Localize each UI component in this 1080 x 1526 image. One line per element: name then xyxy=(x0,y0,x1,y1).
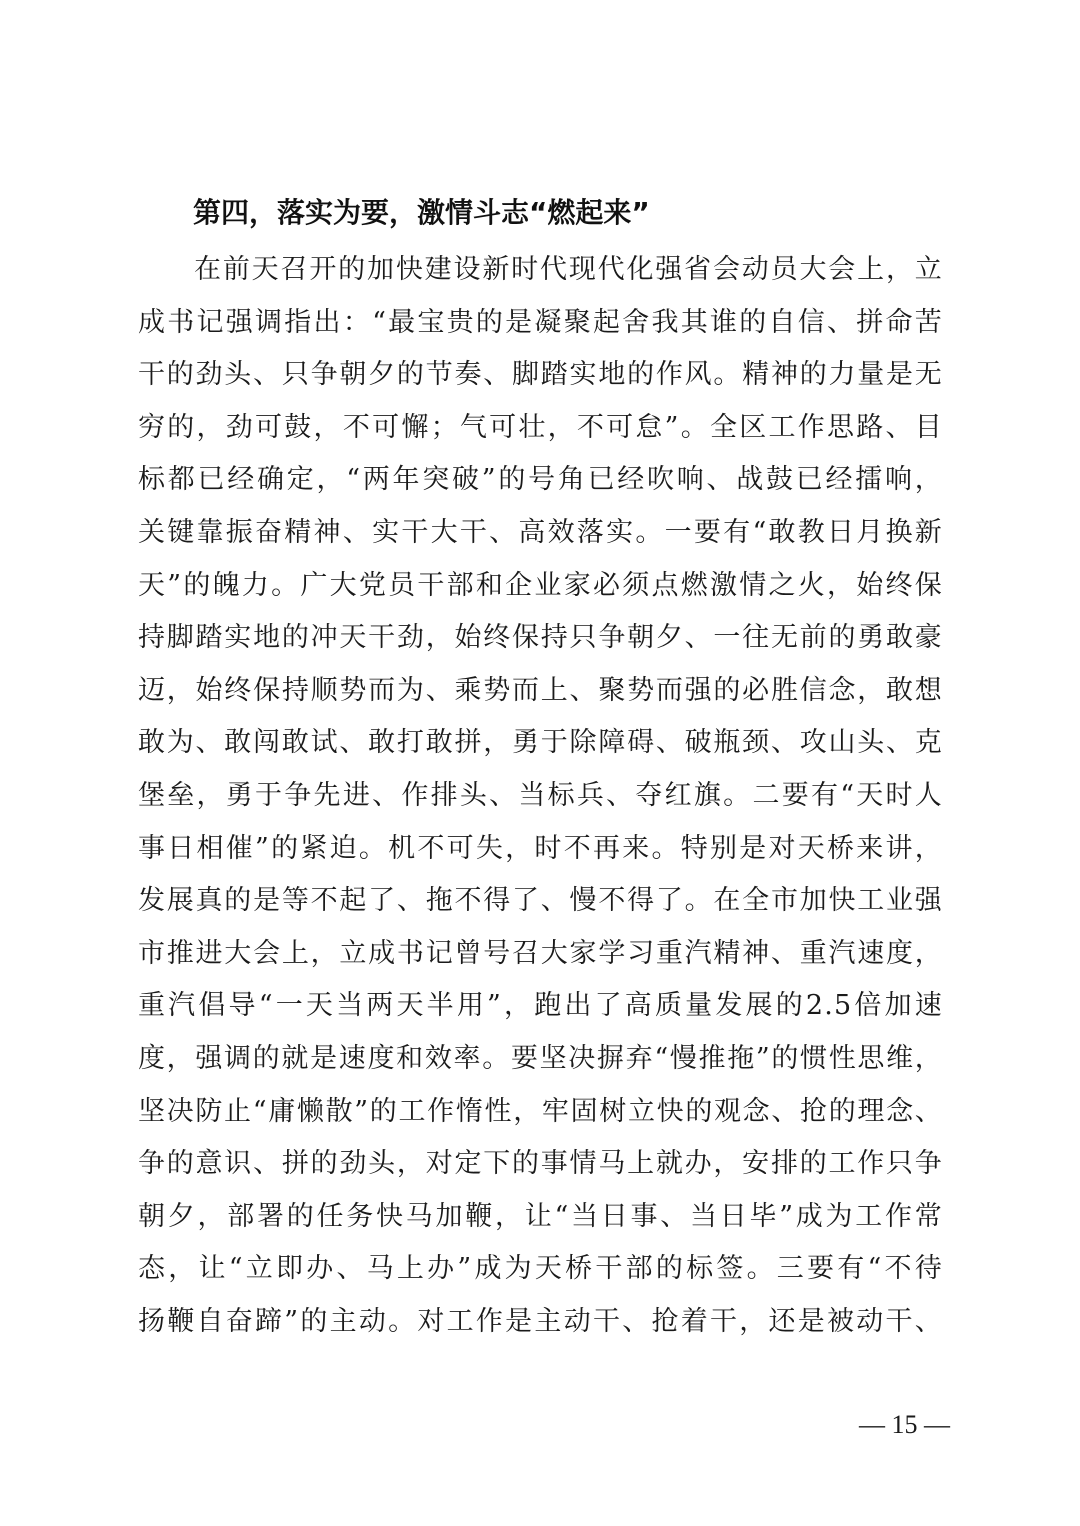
text-line: 标都已经确定，“两年突破”的号角已经吹响、战鼓已经擂响， xyxy=(138,464,943,496)
text-line: 市推进大会上，立成书记曾号召大家学习重汽精神、重汽速度， xyxy=(138,937,943,969)
text-line: 干的劲头、只争朝夕的节奏、脚踏实地的作风。精神的力量是无 xyxy=(138,359,943,391)
text-line: 坚决防止“庸懒散”的工作惰性，牢固树立快的观念、抢的理念、 xyxy=(138,1095,943,1127)
text-line: 扬鞭自奋蹄”的主动。对工作是主动干、抢着干，还是被动干、 xyxy=(138,1305,943,1337)
text-line: 争的意识、拼的劲头，对定下的事情马上就办，安排的工作只争 xyxy=(138,1148,943,1180)
body-paragraph xyxy=(138,244,943,1348)
text-line: 持脚踏实地的冲天干劲，始终保持只争朝夕、一往无前的勇敢豪 xyxy=(138,622,943,654)
section-heading: 第四，落实为要，激情斗志“燃起来” xyxy=(193,196,650,229)
text-line: 重汽倡导“一天当两天半用”，跑出了高质量发展的2.5倍加速 xyxy=(138,990,943,1022)
text-line: 度，强调的就是速度和效率。要坚决摒弃“慢推拖”的惯性思维， xyxy=(138,1042,943,1074)
text-line: 天”的魄力。广大党员干部和企业家必须点燃激情之火，始终保 xyxy=(138,569,943,601)
page-number: — 15 — xyxy=(859,1410,950,1439)
text-line: 发展真的是等不起了、拖不得了、慢不得了。在全市加快工业强 xyxy=(138,885,943,917)
text-line: 态，让“立即办、马上办”成为天桥干部的标签。三要有“不待 xyxy=(138,1253,943,1285)
text-line: 迈，始终保持顺势而为、乘势而上、聚势而强的必胜信念，敢想 xyxy=(138,674,943,706)
text-line: 在前天召开的加快建设新时代现代化强省会动员大会上，立 xyxy=(194,254,943,285)
text-line: 关键靠振奋精神、实干大干、高效落实。一要有“敢教日月换新 xyxy=(138,516,943,548)
text-line: 朝夕，部署的任务快马加鞭，让“当日事、当日毕”成为工作常 xyxy=(138,1200,943,1232)
text-line: 堡垒，勇于争先进、作排头、当标兵、夺红旗。二要有“天时人 xyxy=(138,779,943,811)
text-line: 敢为、敢闯敢试、敢打敢拼，勇于除障碍、破瓶颈、攻山头、克 xyxy=(138,727,943,759)
text-line: 穷的，劲可鼓，不可懈；气可壮，不可怠”。全区工作思路、目 xyxy=(138,411,943,443)
text-line: 成书记强调指出：“最宝贵的是凝聚起舍我其谁的自信、拼命苦 xyxy=(138,306,943,338)
text-line: 事日相催”的紧迫。机不可失，时不再来。特别是对天桥来讲， xyxy=(138,832,943,864)
